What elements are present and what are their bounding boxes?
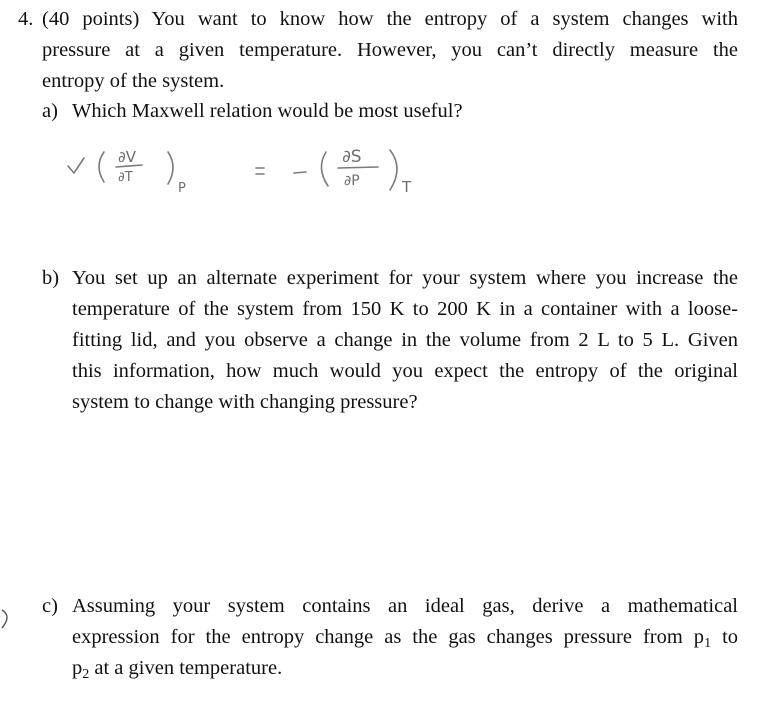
question-number: 4.: [18, 8, 34, 30]
question-stem: [42, 4, 738, 97]
part-c-line-3-text: at a given temperature.: [89, 657, 283, 679]
part-b-line-5: system to change with changing pressure?: [72, 391, 418, 413]
rhs-fraction-bar: [338, 167, 378, 168]
handwritten-maxwell-relation: [60, 140, 530, 220]
part-c-label: c): [42, 595, 58, 617]
rhs-open-paren: [321, 152, 328, 186]
minus-sign: [294, 172, 306, 173]
part-b-label: b): [42, 267, 60, 289]
part-c-text: [72, 591, 738, 684]
lhs-subscript: P: [178, 181, 186, 196]
part-b-line-1: You set up an alternate experiment for your system where you increase the: [72, 267, 738, 289]
lhs-close-paren: [168, 152, 173, 184]
part-c-line-2-text: expression for the entropy change as the gas changes pressure from p: [72, 626, 705, 648]
part-a-line-1: Which Maxwell relation would be most useful?: [72, 100, 463, 122]
rhs-denominator: ∂P: [344, 173, 360, 189]
question-line-2: pressure at a given temperature. However, you can’t directly measure the: [42, 39, 738, 61]
part-b-line-4: this information, how much would you expect the entropy of the original: [72, 360, 738, 382]
check-mark-icon: [68, 158, 84, 173]
question-line-1: (40 points) You want to know how the entropy of a system changes with: [42, 8, 738, 30]
part-c-line-1: Assuming your system contains an ideal gas, derive a mathematical: [72, 595, 738, 617]
part-c-line-3: [72, 653, 738, 684]
part-c-line-2: [72, 622, 738, 653]
margin-pencil-mark: [0, 608, 14, 632]
p1-subscript: 1: [704, 636, 712, 651]
p2-subscript: 2: [82, 667, 90, 682]
part-a-label: a): [42, 100, 58, 122]
part-b-line-2: temperature of the system from 150 K to 200 K in a container with a loose-: [72, 298, 738, 320]
lhs-denominator: ∂T: [118, 170, 133, 185]
lhs-open-paren: [99, 152, 104, 182]
rhs-close-paren: [390, 150, 397, 190]
part-c-line-2-end: to: [722, 626, 739, 648]
equals-sign: [256, 168, 264, 174]
question-line-3: entropy of the system.: [42, 70, 225, 92]
rhs-subscript: T: [402, 178, 412, 196]
part-b-line-3: fitting lid, and you observe a change in the volume from 2 L to 5 L. Given: [72, 329, 738, 351]
rhs-numerator: ∂S: [342, 147, 362, 167]
part-b-text: [72, 263, 738, 418]
lhs-numerator: ∂V: [118, 148, 137, 166]
p2-symbol: p: [72, 657, 83, 679]
part-a-text: [72, 96, 738, 127]
